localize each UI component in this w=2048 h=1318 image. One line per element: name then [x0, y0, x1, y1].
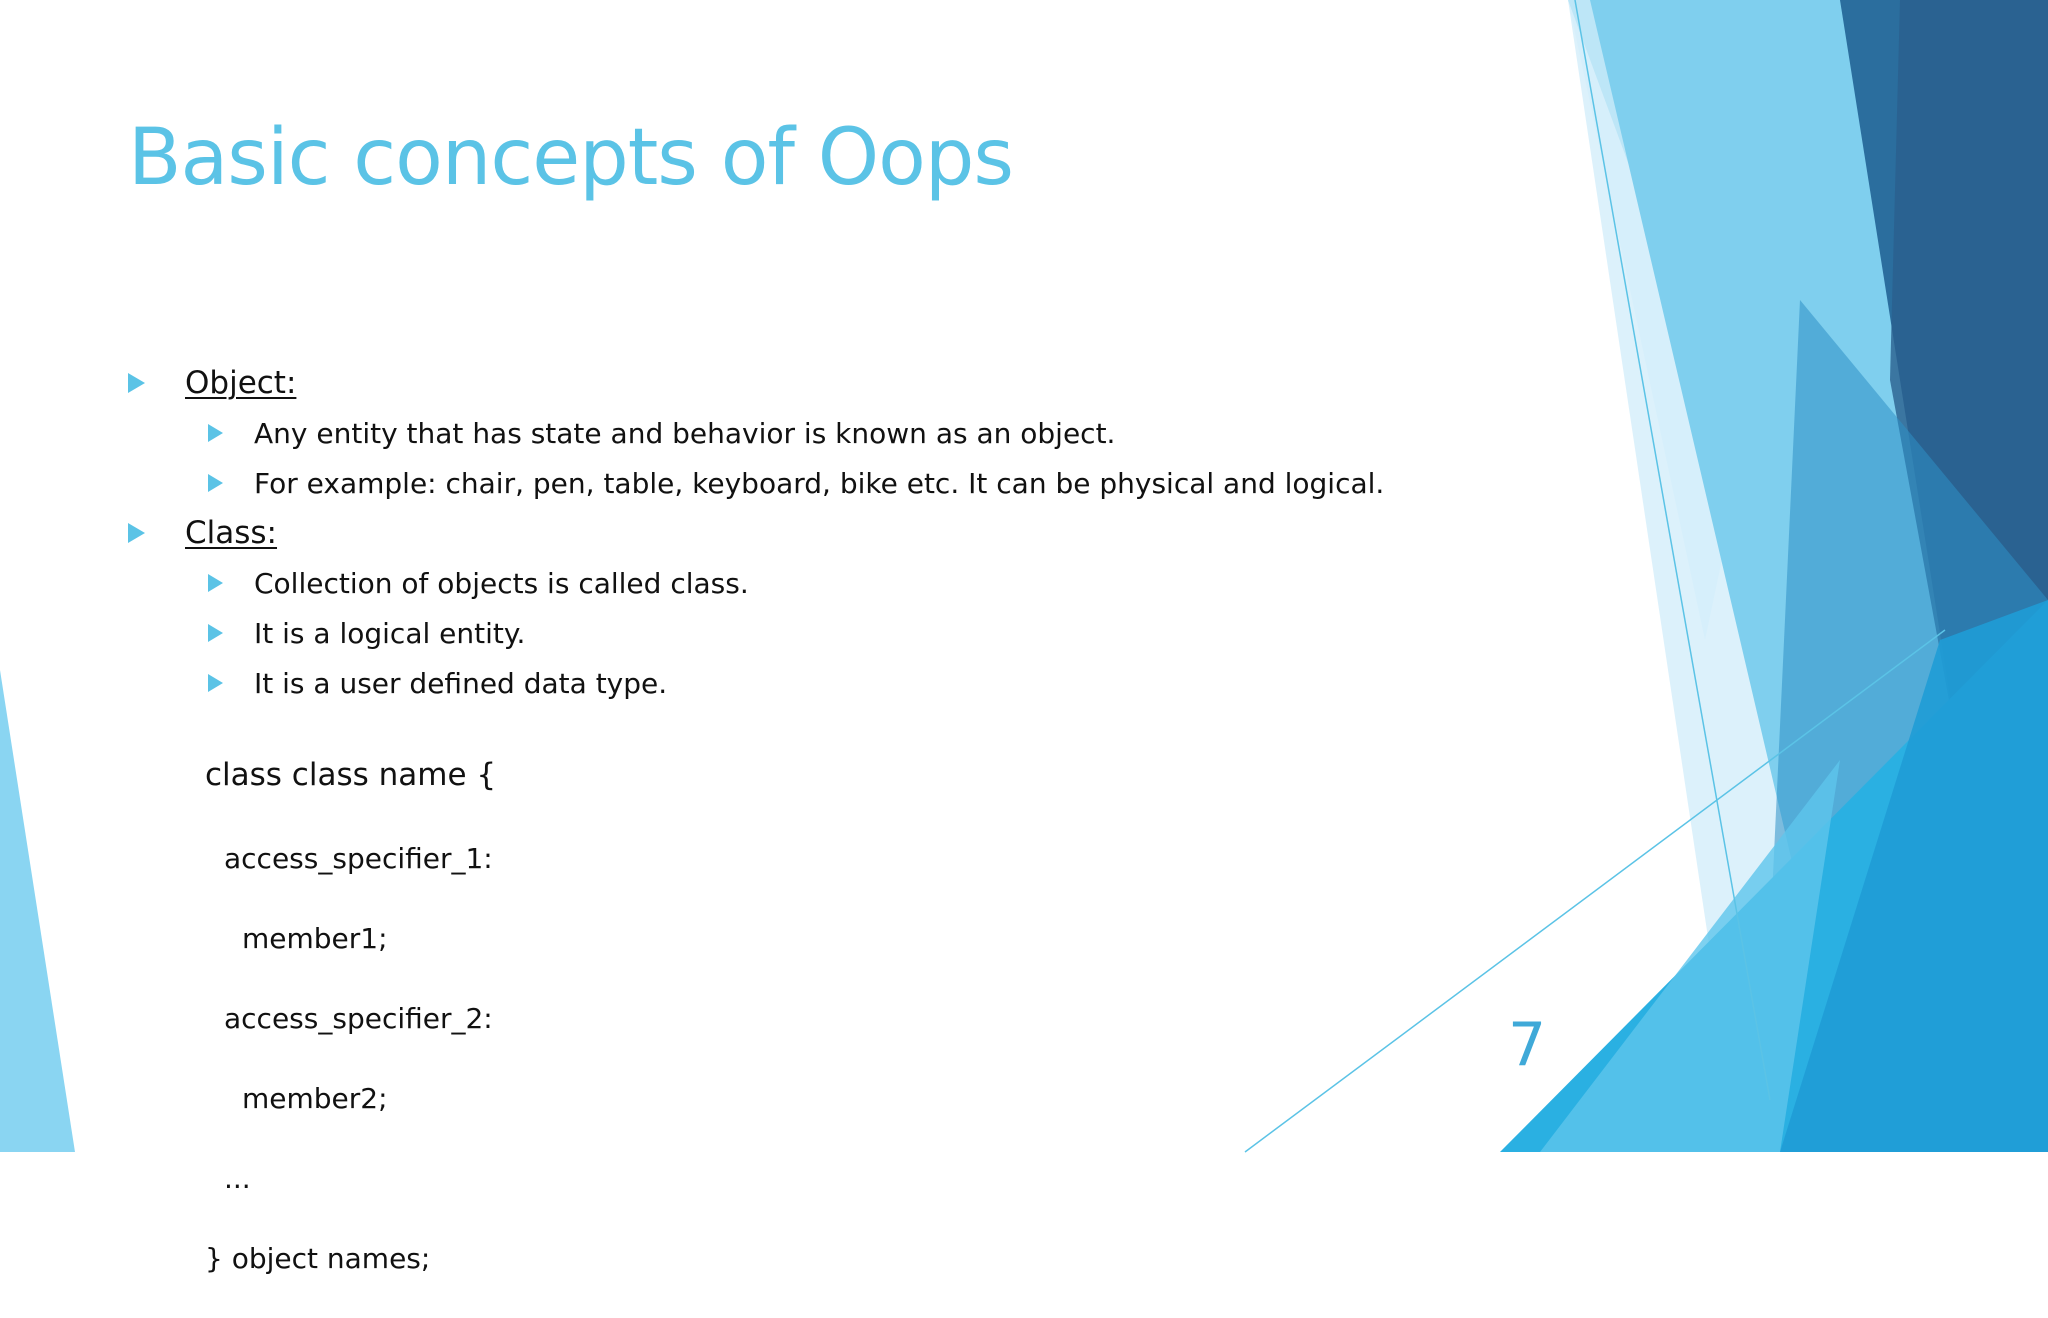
triangle-bullet-icon [208, 574, 223, 592]
triangle-bullet-icon [208, 674, 223, 692]
slide-number: 7 [1508, 1010, 1547, 1080]
code-line: class class name { [205, 757, 497, 793]
triangle-bullet-icon [208, 474, 223, 492]
list-item-text: Any entity that has state and behavior is known as an object. [254, 416, 1116, 450]
class-syntax-block [205, 712, 496, 1318]
section-heading-class [128, 508, 1428, 558]
triangle-bullet-icon [128, 373, 145, 393]
slide-title: Basic concepts of Oops [128, 113, 1013, 203]
list-item [128, 458, 1428, 508]
list-item-text: It is a user defined data type. [254, 666, 668, 700]
list-item-text: Collection of objects is called class. [254, 566, 749, 600]
section-heading-label: Object: [185, 365, 297, 401]
triangle-bullet-icon [208, 424, 223, 442]
list-item-text: It is a logical entity. [254, 616, 526, 650]
list-item [128, 558, 1428, 608]
list-item [128, 658, 1428, 708]
triangle-bullet-icon [128, 523, 145, 543]
code-line: } object names; [205, 1242, 431, 1275]
code-line: access_specifier_2: [224, 1002, 493, 1035]
triangle-bullet-icon [208, 624, 223, 642]
code-line: member1; [242, 922, 388, 955]
list-item-text: For example: chair, pen, table, keyboard, bike etc. It can be physical and logical. [254, 466, 1385, 500]
section-heading-label: Class: [185, 515, 278, 551]
section-heading-object [128, 358, 1428, 408]
code-line: access_specifier_1: [224, 842, 493, 875]
code-line: ... [224, 1162, 251, 1195]
list-item [128, 408, 1428, 458]
bullet-list [128, 358, 1428, 708]
list-item [128, 608, 1428, 658]
code-line: member2; [242, 1082, 388, 1115]
